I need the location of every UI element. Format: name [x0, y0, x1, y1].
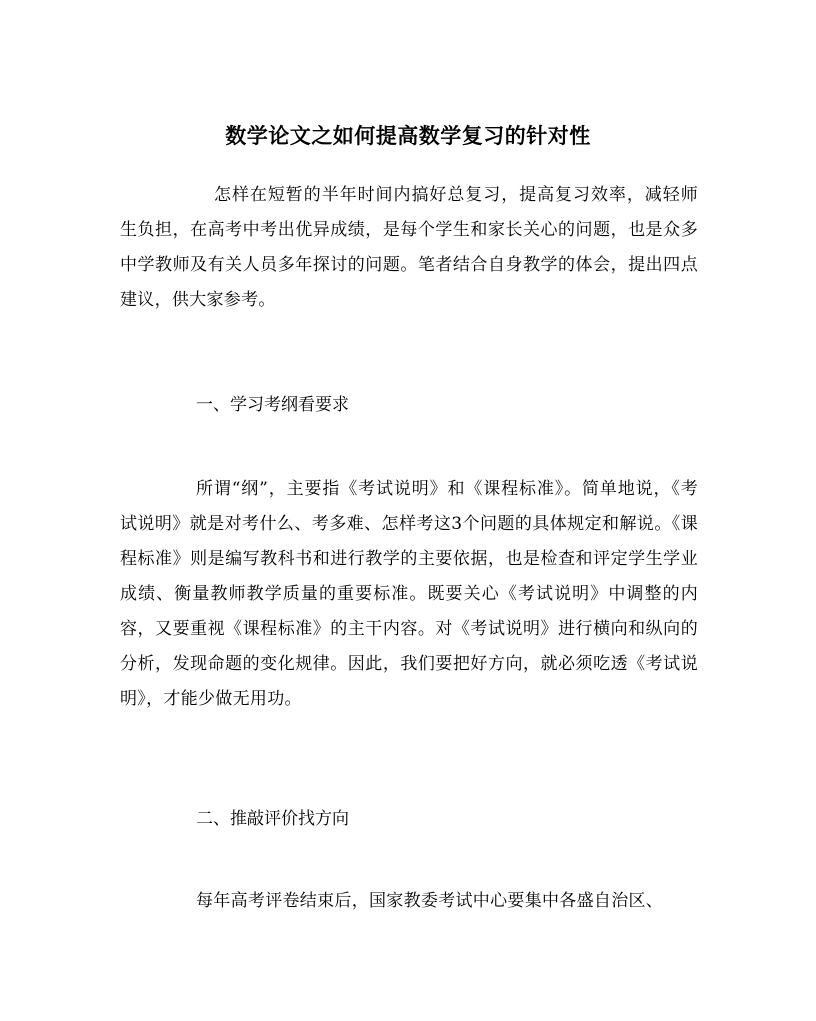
document-title: 数学论文之如何提高数学复习的针对性	[225, 123, 591, 149]
section-2-paragraph: 每年高考评卷结束后，国家教委考试中心要集中各盛自治区、	[196, 891, 664, 911]
section-2-heading: 二、推敲评价找方向	[196, 809, 349, 829]
intro-paragraph: 怎样在短暂的半年时间内搞好总复习，提高复习效率，减轻师生负担，在高考中考出优异成绩，是每个学生和家长关心的问题，也是众多中学教师及有关人员多年探讨的问题。笔者结合自身教学的体会，提出四点建议，供大家参考。	[120, 185, 698, 310]
section-1-paragraph: 所谓“纲”，主要指《考试说明》和《课程标准》。简单地说，《考试说明》就是对考什么、考多难、怎样考这3个问题的具体规定和解说。《课程标准》则是编写教科书和进行教学的主要依据，也是检查和评定学生学业成绩、衡量教师教学质量的重要标准。既要关心《考试说明》中调整的内容，又要重视《课程标准》的主干内容。对《考试说明》进行横向和纵向的分析，发现命题的变化规律。因此，我们要把好方向，就必须吃透《考试说明》，才能少做无用功。	[120, 479, 698, 709]
section-1-heading: 一、学习考纲看要求	[196, 395, 349, 415]
